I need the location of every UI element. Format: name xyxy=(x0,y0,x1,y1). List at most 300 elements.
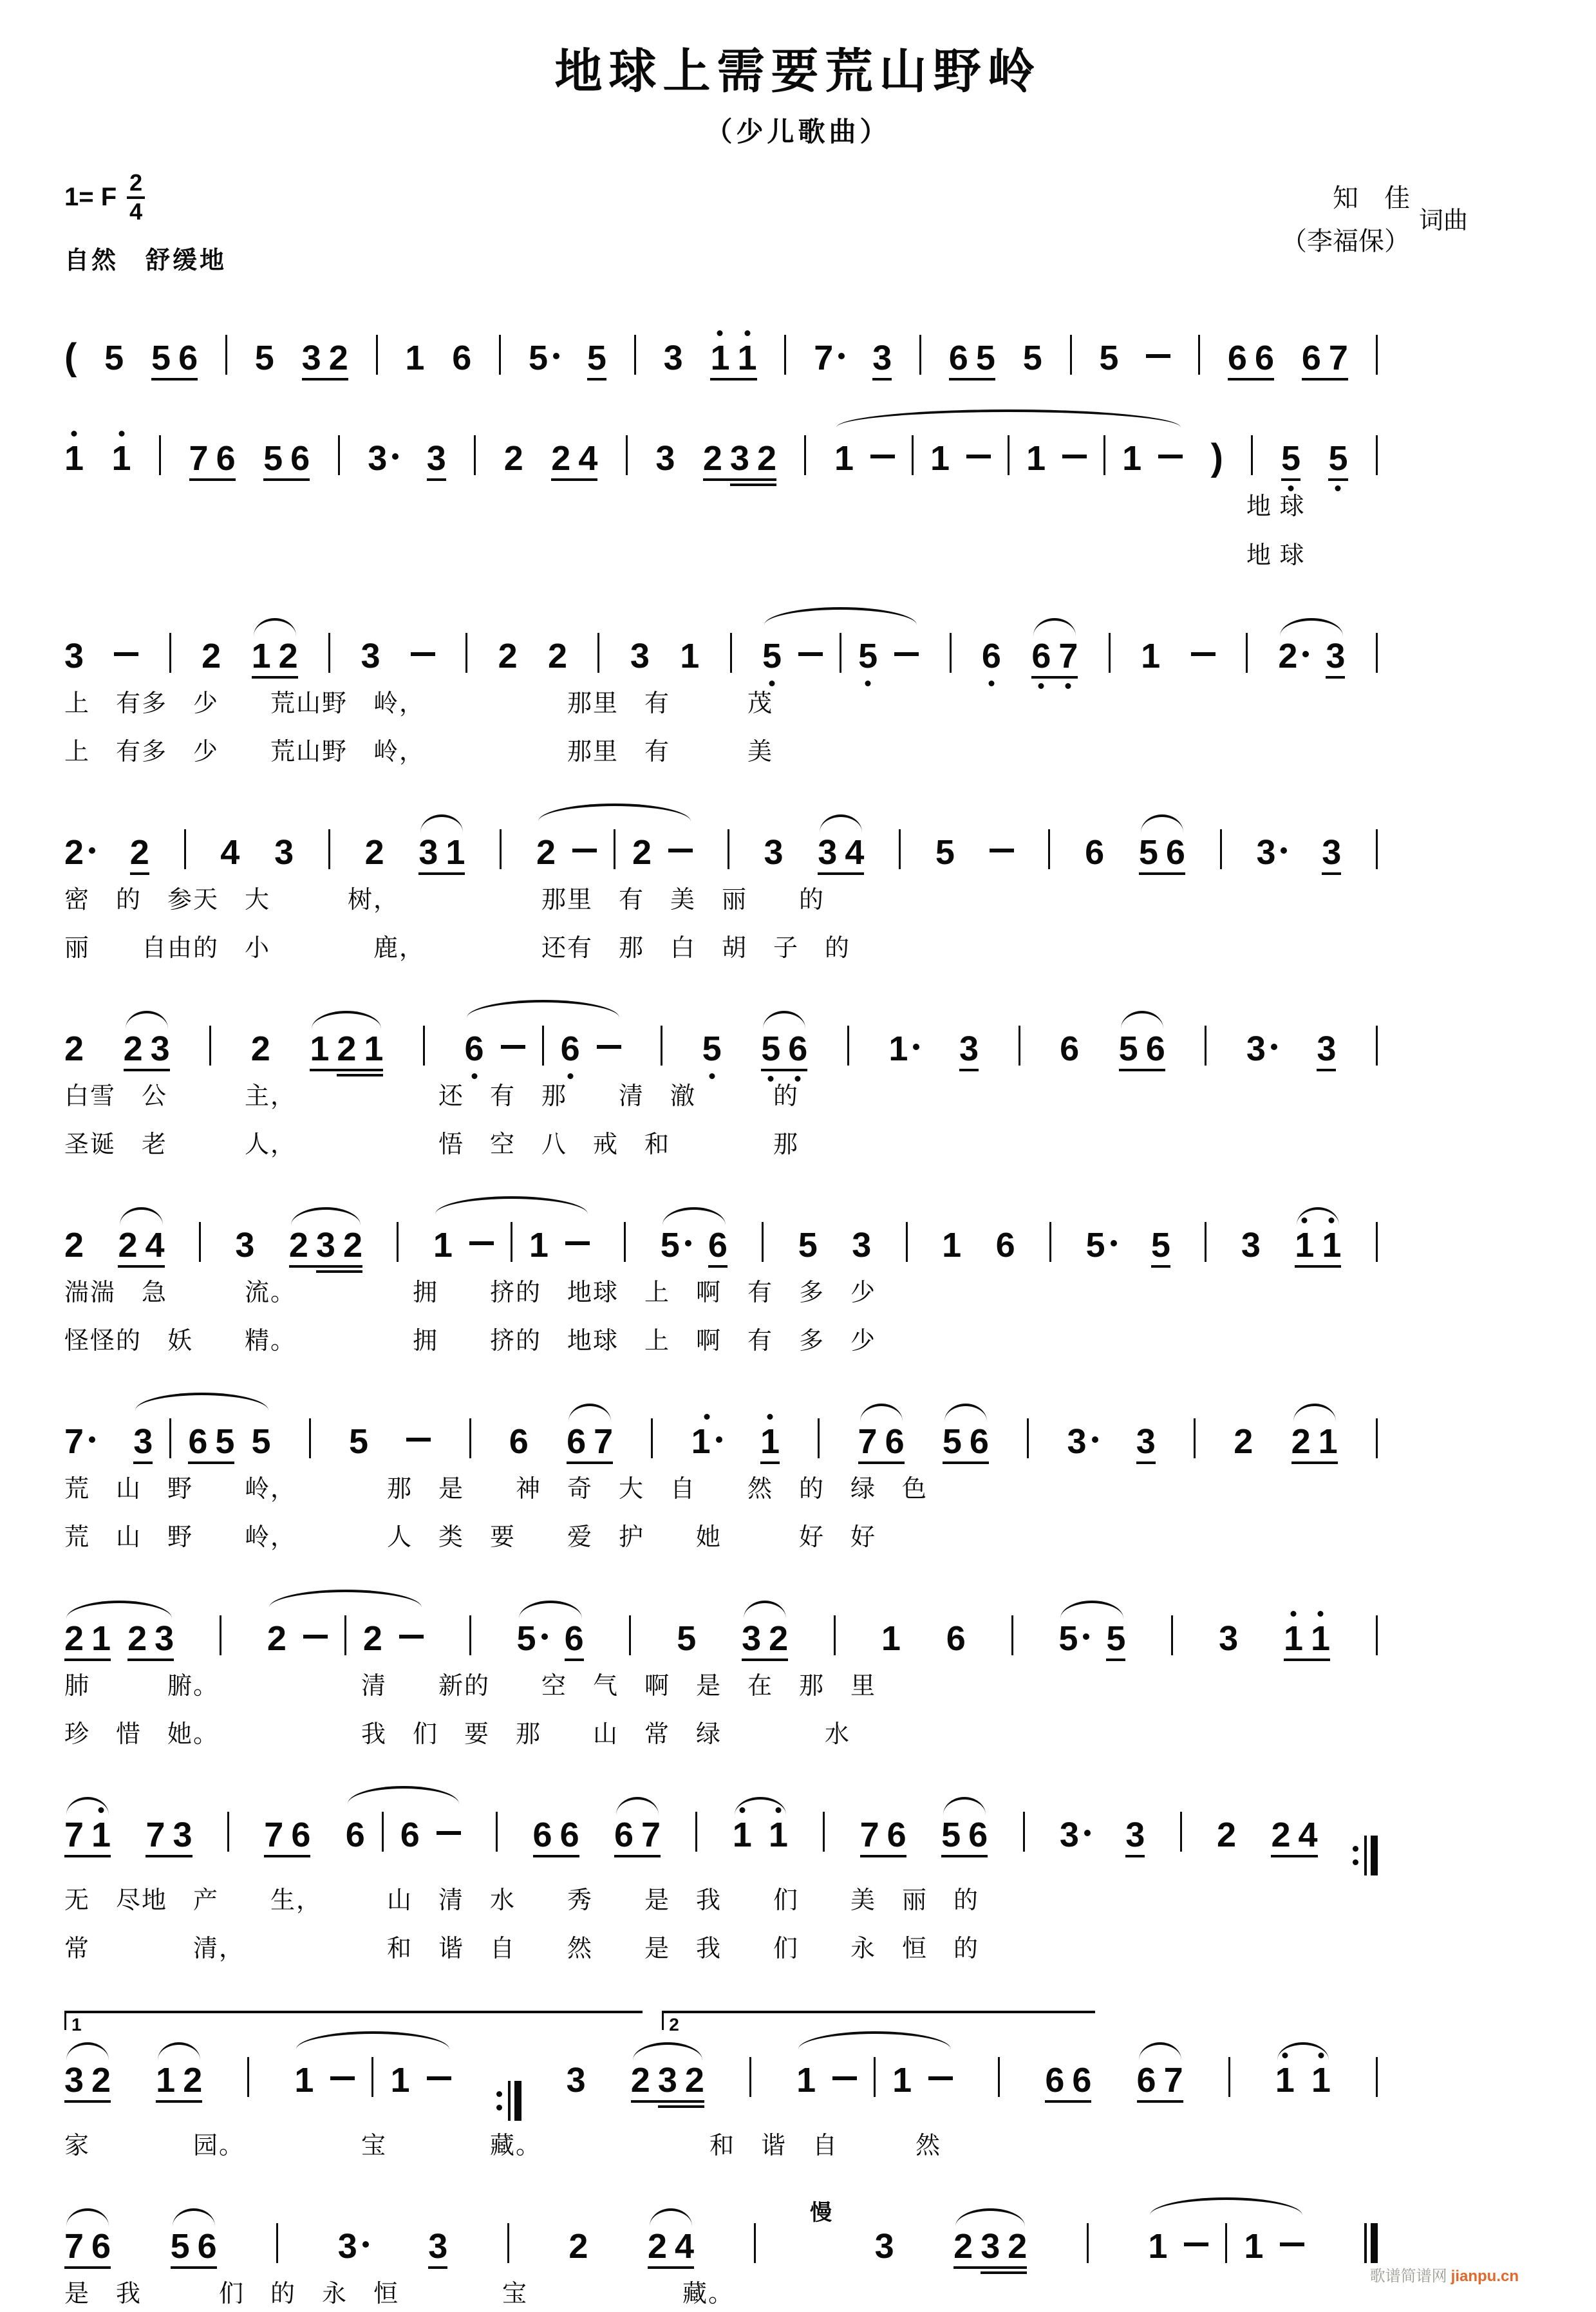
beam-group xyxy=(124,1031,170,1066)
note xyxy=(768,1815,788,1854)
slur-arc-group xyxy=(1058,1621,1125,1656)
barline xyxy=(847,1026,849,1066)
beam-group xyxy=(1031,636,1078,675)
note-digit: 3 xyxy=(655,439,675,478)
note xyxy=(551,441,570,476)
slur-arc-group xyxy=(1138,832,1185,872)
note xyxy=(532,1815,552,1854)
note xyxy=(578,441,597,476)
note-digit: 5 xyxy=(348,1422,369,1461)
augmentation-dot xyxy=(1083,1633,1089,1640)
note-digit: 6 xyxy=(291,1815,311,1854)
barline xyxy=(1019,1026,1020,1066)
note-digit: 2 xyxy=(551,439,571,478)
slur-arc-group xyxy=(133,1413,270,1459)
augmentation-dot xyxy=(716,1436,722,1443)
note-digit: 3 xyxy=(235,1226,255,1265)
beam-group xyxy=(1291,1424,1338,1459)
note-digit: 2 xyxy=(568,2227,588,2266)
note-digit: 3 xyxy=(1246,1029,1266,1068)
note-digit: 1 xyxy=(930,439,950,478)
octave-dot-low xyxy=(1288,485,1293,491)
note xyxy=(188,1424,207,1459)
note-digit: 1 xyxy=(294,2060,314,2100)
lyric-line-1: 密 的 参天 大 树， 那里 有 美 丽 的 xyxy=(64,886,825,914)
repeat-dot xyxy=(496,2105,502,2110)
barline xyxy=(749,2057,751,2097)
beam-group xyxy=(146,1815,192,1854)
note-digit: 7 xyxy=(146,1815,165,1854)
note xyxy=(742,1621,761,1656)
lyric-line-1: 地 球 xyxy=(1246,493,1306,521)
beam-group xyxy=(872,339,892,378)
beam-group xyxy=(630,2060,704,2100)
note xyxy=(1284,1621,1303,1656)
note xyxy=(146,1815,165,1854)
note-digit: 1 xyxy=(1322,1226,1342,1265)
beam-group xyxy=(1151,1228,1170,1263)
note xyxy=(267,1621,286,1656)
note xyxy=(337,1031,356,1066)
octave-dot-low xyxy=(567,1073,573,1079)
note-digit: 6 xyxy=(1060,1029,1080,1068)
octave-dot-low xyxy=(1038,683,1044,689)
slur-arc-group xyxy=(124,1031,170,1066)
repeat-dot xyxy=(496,2091,502,2097)
duration-dash xyxy=(1062,455,1087,458)
notes-row xyxy=(64,1610,1378,1656)
barline xyxy=(629,1615,631,1655)
note xyxy=(703,441,722,476)
note-digit: 6 xyxy=(1031,636,1051,675)
octave-dot-low xyxy=(795,1076,801,1082)
note xyxy=(1151,1228,1170,1263)
lyric-line-1: 白雪 公 主， 还 有 那 清 澈 的 xyxy=(64,1083,800,1110)
beam-group xyxy=(941,1815,988,1854)
note-digit: 6 xyxy=(995,1226,1015,1265)
beam-group xyxy=(301,339,348,378)
note xyxy=(433,1228,453,1263)
note-digit: 1 xyxy=(1283,1619,1303,1658)
note xyxy=(881,1621,901,1656)
note-digit: 1 xyxy=(1148,2227,1168,2266)
note-digit: 6 xyxy=(91,2227,111,2266)
note-digit: 2 xyxy=(343,1226,363,1265)
sixteenth-beam-group xyxy=(316,1228,362,1263)
note xyxy=(289,1228,308,1263)
repeat-dots xyxy=(496,2081,502,2121)
note xyxy=(1138,832,1158,872)
note-digit: 3 xyxy=(150,1029,170,1068)
note xyxy=(173,1815,192,1854)
note xyxy=(959,1031,979,1066)
barline xyxy=(906,1222,908,1262)
barline xyxy=(754,2223,756,2263)
note xyxy=(1136,1424,1156,1459)
note xyxy=(364,832,384,872)
note-digit: 2 xyxy=(129,832,149,872)
beam-group xyxy=(614,1815,661,1854)
note xyxy=(345,1815,365,1854)
note-digit: 6 xyxy=(509,1422,529,1461)
note xyxy=(64,441,84,476)
barline xyxy=(762,1222,764,1262)
note-digit: 1 xyxy=(529,1226,549,1265)
note xyxy=(641,1815,661,1854)
note xyxy=(343,1228,362,1263)
beam-group xyxy=(1136,2060,1183,2100)
note-digit: 2 xyxy=(64,1619,84,1658)
note xyxy=(981,636,1001,675)
augmentation-dot xyxy=(89,847,95,854)
barline xyxy=(1103,435,1105,475)
note xyxy=(361,636,380,675)
slur-arc-group xyxy=(614,1815,661,1854)
music-system-11 xyxy=(64,2201,1378,2312)
note xyxy=(655,441,675,476)
note xyxy=(762,636,782,675)
note-digit: 6 xyxy=(1301,339,1321,378)
note xyxy=(814,339,845,378)
note-digit: 6 xyxy=(946,1619,966,1658)
slur-arc-group xyxy=(1295,1228,1341,1263)
beam-group xyxy=(118,1228,164,1263)
note-digit: 3 xyxy=(729,439,749,478)
note-digit: 3 xyxy=(630,636,650,675)
note-digit: 4 xyxy=(845,832,865,872)
augmentation-dot xyxy=(89,1436,95,1443)
barline xyxy=(225,335,227,375)
note xyxy=(301,339,321,378)
barline xyxy=(1198,335,1200,375)
note xyxy=(1146,1031,1165,1066)
beam-group xyxy=(263,441,310,476)
note xyxy=(1275,2060,1295,2100)
beam-group xyxy=(1328,441,1347,476)
note xyxy=(418,832,438,872)
duration-dash xyxy=(427,2076,451,2080)
key-signature: 1= F xyxy=(64,183,117,212)
note-digit: 2 xyxy=(91,2060,111,2100)
octave-dot-high xyxy=(1329,1217,1335,1223)
note-digit: 6 xyxy=(188,1422,208,1461)
note xyxy=(155,1621,174,1656)
beam-group xyxy=(703,441,776,476)
barline xyxy=(469,1418,471,1458)
barline xyxy=(1070,335,1072,375)
notes-row xyxy=(64,430,1378,479)
barline xyxy=(624,1222,626,1262)
note xyxy=(215,1424,234,1459)
note xyxy=(930,441,950,476)
barline xyxy=(328,633,330,673)
note xyxy=(1119,1031,1138,1066)
note xyxy=(845,832,865,872)
note xyxy=(278,636,298,675)
note xyxy=(1328,339,1348,378)
slur-arc-group xyxy=(1291,1424,1338,1459)
beam-group xyxy=(129,832,149,872)
note xyxy=(183,2060,203,2100)
note xyxy=(1291,1424,1311,1459)
barline xyxy=(1220,829,1222,869)
song-subtitle: （少儿歌曲） xyxy=(705,117,891,147)
beam-group xyxy=(151,339,198,378)
barline xyxy=(376,335,378,375)
music-system-6 xyxy=(64,1217,1378,1359)
barline xyxy=(626,435,628,475)
lyric-line-1: 是 我 们 的 永 恒 宝 藏。 xyxy=(64,2280,735,2308)
barline xyxy=(507,2223,509,2263)
barline xyxy=(614,829,615,869)
note xyxy=(548,636,568,675)
music-system-4 xyxy=(64,824,1378,966)
note xyxy=(769,1621,788,1656)
lyric-line-2: 圣诞 老 人， 悟 空 八 戒 和 那 xyxy=(64,1131,800,1159)
note xyxy=(941,1815,961,1854)
note-digit: 2 xyxy=(123,1029,143,1068)
music-system-8 xyxy=(64,1610,1378,1753)
note xyxy=(710,339,730,378)
beam-group xyxy=(948,339,995,378)
beam-group xyxy=(1119,1031,1165,1066)
note-digit: 3 xyxy=(315,1226,335,1265)
thin-barline xyxy=(1364,1836,1367,1875)
note-digit: 1 xyxy=(1310,1619,1331,1658)
barline xyxy=(1376,1418,1378,1458)
note xyxy=(118,1228,137,1263)
barline xyxy=(423,1026,425,1066)
barline xyxy=(199,1222,201,1262)
beam-group xyxy=(710,339,757,378)
slur-arc-group xyxy=(517,1621,584,1656)
note xyxy=(708,1228,728,1263)
barline xyxy=(784,335,786,375)
beam-group xyxy=(1295,1228,1341,1263)
note-digit: 6 xyxy=(981,636,1001,675)
note-digit: 5 xyxy=(660,1226,680,1265)
augmentation-dot xyxy=(1092,1436,1098,1443)
note-digit: 3 xyxy=(1136,1422,1156,1461)
note xyxy=(1067,1424,1098,1459)
beam-group xyxy=(1281,441,1300,476)
beam-group xyxy=(418,832,465,872)
note xyxy=(1219,1621,1238,1656)
beam-group xyxy=(760,1424,780,1459)
beam-group xyxy=(587,339,606,378)
music-system-2 xyxy=(64,430,1378,573)
barline xyxy=(397,1222,399,1262)
note-digit: 2 xyxy=(769,1619,789,1658)
beam-group xyxy=(1322,832,1342,872)
song-title: 地球上需要荒山野岭 xyxy=(554,44,1042,98)
barline xyxy=(597,633,599,673)
note-digit: 2 xyxy=(337,1029,357,1068)
note-digit: 3 xyxy=(852,1226,872,1265)
note-digit: 5 xyxy=(1150,1226,1170,1265)
barline xyxy=(465,633,467,673)
slur-arc-group xyxy=(1275,2060,1331,2100)
note-digit: 3 xyxy=(874,2227,894,2266)
note-digit: 2 xyxy=(1271,1815,1291,1854)
note-digit: 6 xyxy=(178,339,198,378)
note-digit: 3 xyxy=(368,439,388,478)
note-digit: 3 xyxy=(428,2227,448,2266)
octave-dot-high xyxy=(118,431,124,437)
duration-dash xyxy=(668,849,693,852)
note xyxy=(737,339,757,378)
notes-row xyxy=(64,1020,1378,1066)
note xyxy=(64,2060,84,2100)
lyric-line-2: 丽 自由的 小 鹿， 还有 那 白 胡 子 的 xyxy=(64,934,851,962)
augmentation-dot xyxy=(1302,651,1309,657)
octave-dot-high xyxy=(1302,1217,1308,1223)
note xyxy=(427,441,446,476)
note-digit: 3 xyxy=(133,1422,153,1461)
beam-group xyxy=(427,441,446,476)
note xyxy=(559,1815,579,1854)
note xyxy=(996,1228,1015,1263)
note xyxy=(133,1424,153,1459)
barline xyxy=(1180,1812,1182,1852)
note xyxy=(614,1815,634,1854)
note-digit: 5 xyxy=(516,1619,536,1658)
note xyxy=(1311,2060,1331,2100)
note-digit: 5 xyxy=(798,1226,818,1265)
beam-group xyxy=(1227,339,1275,378)
note-digit: 1 xyxy=(156,2060,176,2100)
slur-arc-group xyxy=(1148,2218,1304,2264)
note-digit: 2 xyxy=(288,1226,308,1265)
beam-group xyxy=(742,1621,788,1656)
note xyxy=(757,441,776,476)
barline xyxy=(309,1418,311,1458)
note-digit: 5 xyxy=(587,339,606,378)
note-digit: 1 xyxy=(251,636,271,675)
note-digit: 1 xyxy=(737,339,757,378)
barline xyxy=(511,1222,512,1262)
note xyxy=(504,441,523,476)
barline xyxy=(651,1418,653,1458)
barline xyxy=(499,335,501,375)
time-denominator: 4 xyxy=(129,198,143,225)
note xyxy=(1106,1621,1125,1656)
note xyxy=(852,1228,871,1263)
note-digit: 6 xyxy=(564,1619,584,1658)
note-digit: 5 xyxy=(104,339,124,378)
lyric-line-2: 上 有多 少 荒山野 岭， 那里 有 美 xyxy=(64,738,774,766)
composer-name: 知 佳 xyxy=(1332,184,1410,212)
barline xyxy=(1048,829,1050,869)
note-digit: 1 xyxy=(91,1619,111,1658)
beam-group xyxy=(1136,1424,1156,1459)
note-digit: 5 xyxy=(1106,1619,1126,1658)
note-digit: 7 xyxy=(1163,2060,1183,2100)
note-digit: 3 xyxy=(361,636,380,675)
barline xyxy=(371,2057,373,2097)
header-meta-row xyxy=(64,171,1468,276)
barline xyxy=(804,435,806,475)
barline xyxy=(542,1026,544,1066)
beam-group xyxy=(1138,832,1185,872)
note-digit: 7 xyxy=(264,1815,284,1854)
barline xyxy=(874,2057,876,2097)
octave-dot-low xyxy=(1066,683,1071,689)
note xyxy=(91,1815,111,1854)
note xyxy=(1281,441,1300,476)
music-system-10 xyxy=(64,2014,1378,2164)
watermark xyxy=(1370,2263,1519,2286)
note xyxy=(405,339,425,378)
note xyxy=(263,441,283,476)
duration-dash xyxy=(966,455,991,458)
note-digit: 5 xyxy=(975,339,995,378)
note-digit: 7 xyxy=(814,339,834,378)
note-digit: 5 xyxy=(1118,1029,1138,1068)
note xyxy=(64,1424,95,1459)
note xyxy=(788,1031,807,1066)
note xyxy=(91,1621,111,1656)
slur-arc-group xyxy=(1136,2060,1183,2100)
note xyxy=(127,1621,147,1656)
beam-group xyxy=(708,1228,728,1263)
lyric-line-1: 上 有多 少 荒山野 岭， 那里 有 茂 xyxy=(64,690,774,717)
note xyxy=(1026,441,1046,476)
note xyxy=(968,1815,988,1854)
note-digit: 6 xyxy=(614,1815,634,1854)
slur-arc-group xyxy=(251,636,298,675)
notes-row xyxy=(64,2052,1378,2116)
note-digit: 6 xyxy=(708,1226,728,1265)
note-digit: 5 xyxy=(254,339,274,378)
note-digit: 6 xyxy=(885,1422,905,1461)
octave-dot-high xyxy=(767,1414,773,1420)
time-signature xyxy=(127,171,145,223)
barline xyxy=(1225,2223,1227,2263)
note xyxy=(946,1621,966,1656)
note xyxy=(561,1031,580,1066)
music-system-1 xyxy=(64,330,1378,379)
slur-arc-group xyxy=(818,832,865,872)
note xyxy=(943,1424,962,1459)
note xyxy=(290,441,310,476)
note xyxy=(702,1031,722,1066)
note xyxy=(632,832,652,872)
note xyxy=(64,1815,84,1854)
note-digit: 2 xyxy=(202,636,221,675)
notes-row xyxy=(64,1217,1378,1263)
note-digit: 4 xyxy=(1298,1815,1318,1854)
duration-dash xyxy=(114,652,138,656)
barline xyxy=(159,435,161,475)
slur-arc-group xyxy=(630,2060,704,2100)
duration-dash xyxy=(437,1831,461,1835)
duration-dash xyxy=(798,652,823,656)
note-digit: 1 xyxy=(1311,2060,1331,2100)
sixteenth-beam-group xyxy=(657,2060,704,2100)
note xyxy=(1256,832,1287,872)
duration-dash xyxy=(330,2076,355,2080)
barline xyxy=(899,829,901,869)
note-digit: 2 xyxy=(1278,636,1298,675)
watermark-site-name: 歌谱简谱网 xyxy=(1369,2268,1451,2285)
duration-dash xyxy=(303,1635,328,1639)
note xyxy=(1254,339,1275,378)
beam-group xyxy=(133,1424,153,1459)
note-digit: 1 xyxy=(1244,2227,1264,2266)
note xyxy=(1141,636,1161,675)
slur-arc-group xyxy=(858,1424,905,1459)
